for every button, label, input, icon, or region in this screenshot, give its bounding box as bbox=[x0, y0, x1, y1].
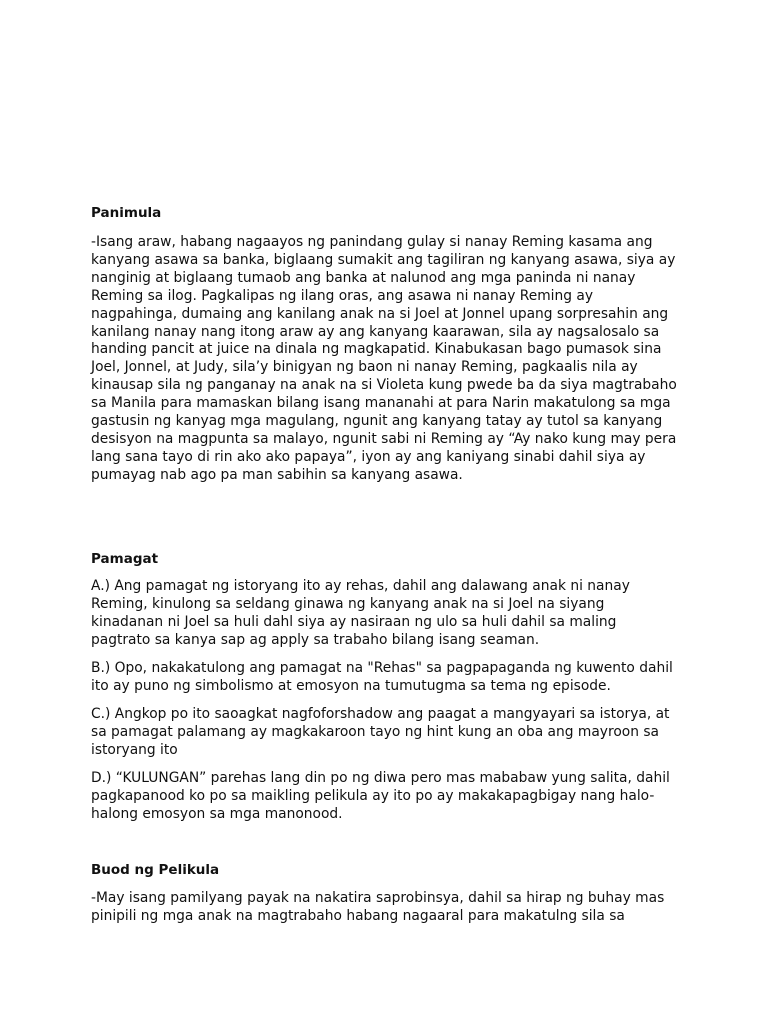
paragraph-line: D.) “KULUNGAN” parehas lang din po ng diwa pero mas mababaw yung salita, dahil bbox=[91, 770, 670, 786]
heading-buod-ng-pelikula: Buod ng Pelikula bbox=[91, 862, 220, 878]
buod-paragraph bbox=[91, 890, 691, 926]
paragraph-line: pinipili ng mga anak na magtrabaho habang nagaaral para makatulng sila sa bbox=[91, 907, 625, 924]
paragraph-line: pagkapanood ko po sa maikling pelikula ay ito po ay makakapagbigay nang halo- bbox=[91, 787, 655, 804]
paragraph-line: nanginig at biglaang tumaob ang banka at nalunod ang mga paninda ni nanay bbox=[91, 269, 636, 286]
paragraph-line: kinadanan ni Joel sa huli dahl siya ay nasiraan ng ulo sa huli dahil sa maling bbox=[91, 613, 617, 630]
paragraph-line: ito ay puno ng simbolismo at emosyon na tumutugma sa tema ng episode. bbox=[91, 677, 611, 694]
paragraph-line: desisyon na magpunta sa malayo, ngunit sabi ni Reming ay “Ay nako kung may pera bbox=[91, 430, 677, 447]
panimula-paragraph bbox=[91, 234, 691, 485]
pamagat-answer-c bbox=[91, 706, 691, 760]
paragraph-line: gastusin ng kanyag mga magulang, ngunit ang kanyang tatay ay tutol sa kanyang bbox=[91, 413, 663, 430]
heading-panimula: Panimula bbox=[91, 205, 162, 221]
paragraph-line: C.) Angkop po ito saoagkat nagfoforshadow ang paagat a mangyayari sa istorya, at bbox=[91, 706, 670, 722]
paragraph-line: pagtrato sa kanya sap ag apply sa trabaho bilang isang seaman. bbox=[91, 631, 540, 648]
paragraph-line: lang sana tayo di rin ako ako papaya”, iyon ay ang kaniyang sinabi dahil siya ay bbox=[91, 448, 646, 465]
heading-pamagat: Pamagat bbox=[91, 551, 159, 567]
paragraph-line: sa Manila para mamaskan bilang isang mananahi at para Narin makatulong sa mga bbox=[91, 395, 671, 412]
pamagat-answer-b bbox=[91, 660, 691, 696]
paragraph-line: kanilang nanay nang itong araw ay ang kanyang kaarawan, sila ay nagsalosalo sa bbox=[91, 323, 660, 340]
paragraph-line: istoryang ito bbox=[91, 741, 178, 758]
paragraph-line: Joel, Jonnel, at Judy, sila’y binigyan ng baon ni nanay Reming, pagkaalis nila ay bbox=[91, 359, 638, 376]
paragraph-line: halong emosyon sa mga manonood. bbox=[91, 805, 343, 822]
paragraph-line: A.) Ang pamagat ng istoryang ito ay rehas, dahil ang dalawang anak ni nanay bbox=[91, 578, 630, 594]
paragraph-line: Reming sa ilog. Pagkalipas ng ilang oras, ang asawa ni nanay Reming ay bbox=[91, 287, 593, 304]
paragraph-line: sa pamagat palamang ay magkakaroon tayo ng hint kung an oba ang mayroon sa bbox=[91, 723, 659, 740]
paragraph-line: kinausap sila ng panganay na anak na si Violeta kung pwede ba da siya magtrabaho bbox=[91, 377, 677, 394]
pamagat-answer-a bbox=[91, 578, 691, 650]
paragraph-line: pumayag nab ago pa man sabihin sa kanyang asawa. bbox=[91, 466, 463, 483]
paragraph-line: kanyang asawa sa banka, biglaang sumakit ang tagiliran ng kanyang asawa, siya ay bbox=[91, 251, 676, 268]
pamagat-answer-d bbox=[91, 770, 691, 824]
paragraph-line: handing pancit at juice na dinala ng magkapatid. Kinabukasan bago pumasok sina bbox=[91, 341, 662, 358]
paragraph-line: Reming, kinulong sa seldang ginawa ng kanyang anak na si Joel na siyang bbox=[91, 595, 605, 612]
paragraph-line: -May isang pamilyang payak na nakatira saprobinsya, dahil sa hirap ng buhay mas bbox=[91, 890, 665, 906]
paragraph-line: B.) Opo, nakakatulong ang pamagat na "Rehas" sa pagpapaganda ng kuwento dahil bbox=[91, 660, 673, 676]
paragraph-line: -Isang araw, habang nagaayos ng panindang gulay si nanay Reming kasama ang bbox=[91, 234, 653, 250]
paragraph-line: nagpahinga, dumaing ang kanilang anak na si Joel at Jonnel upang sorpresahin ang bbox=[91, 305, 669, 322]
